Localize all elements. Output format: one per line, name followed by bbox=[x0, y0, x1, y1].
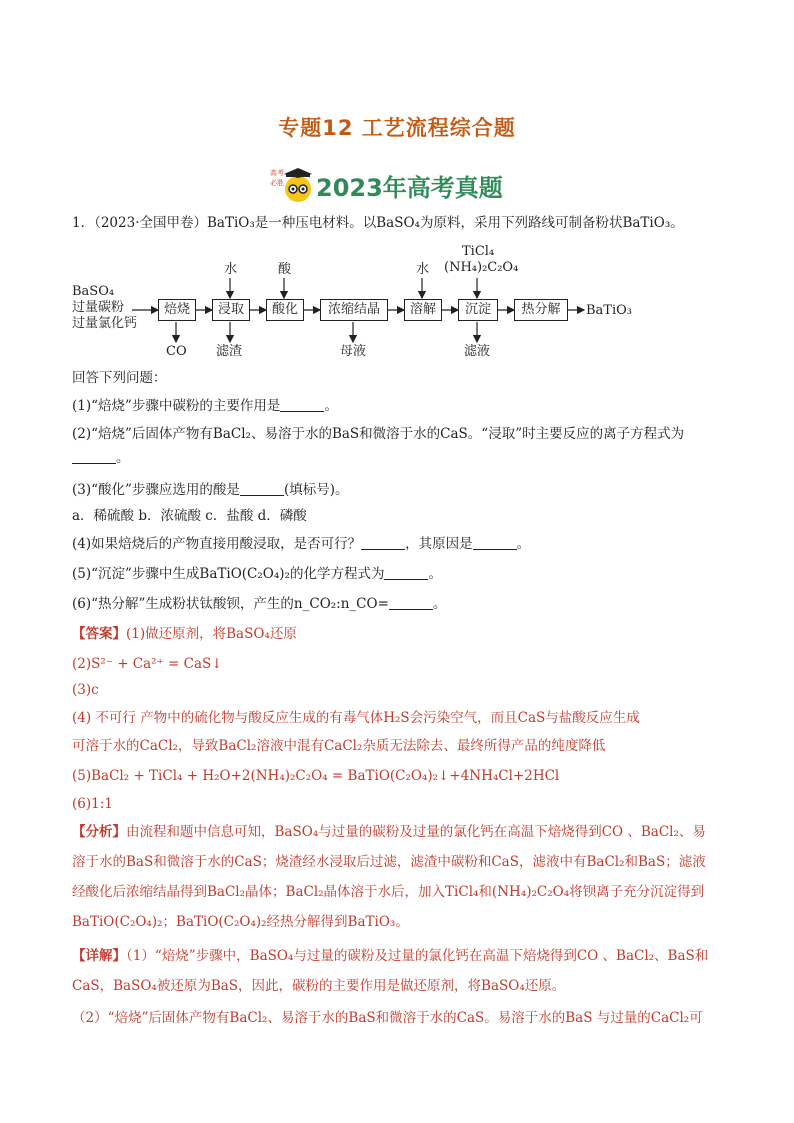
step-dissolve: 溶解 bbox=[404, 299, 442, 321]
step-leach: 浸取 bbox=[212, 299, 250, 321]
product-label: BaTiO₃ bbox=[586, 303, 633, 318]
above-precip-ticl4: TiCl₄ bbox=[462, 244, 495, 259]
answer-1: 【答案】(1)做还原剂，将BaSO₄还原 bbox=[72, 626, 297, 642]
detail-tag: 【详解】 bbox=[72, 948, 126, 964]
below-leach: 滤渣 bbox=[216, 344, 243, 359]
step-roast: 焙烧 bbox=[158, 299, 196, 321]
answer-6: (6)1:1 bbox=[72, 796, 113, 812]
answer-blank bbox=[384, 565, 428, 580]
detail-line-1: 【详解】（1）“焙烧”步骤中，BaSO₄与过量的碳粉及过量的氯化钙在高温下焙烧得到CO 、BaCl₂、BaS和 bbox=[72, 948, 709, 964]
answer-4-line-2: 可溶于水的CaCl₂，导致BaCl₂溶液中混有CaCl₂杂质无法除去、最终所得产品的纯度降低 bbox=[72, 738, 606, 754]
detail-line-3: （2）“焙烧”后固体产物有BaCl₂、易溶于水的BaS和微溶于水的CaS。易溶于水的BaS 与过量的CaCl₂可 bbox=[72, 1010, 703, 1026]
answer-5: (5)BaCl₂ + TiCl₄ + H₂O+2(NH₄)₂C₂O₄ = BaTiO(C₂O₄)₂↓+4NH₄Cl+2HCl bbox=[72, 768, 560, 784]
input-cacl2: 过量氯化钙 bbox=[72, 316, 138, 331]
owl-mascot-icon bbox=[268, 165, 312, 205]
banner-text: 2023年高考真题 bbox=[316, 173, 503, 202]
sub-question-3-options: a．稀硫酸 b．浓硫酸 c．盐酸 d．磷酸 bbox=[72, 508, 307, 524]
analysis-tag: 【分析】 bbox=[72, 824, 126, 840]
above-acidify: 酸 bbox=[278, 262, 292, 277]
below-roast: CO bbox=[166, 344, 187, 359]
banner bbox=[268, 165, 503, 205]
sub-question-1: (1)“焙烧”步骤中碳粉的主要作用是 。 bbox=[72, 398, 338, 414]
analysis-line-3: 经酸化后浓缩结晶得到BaCl₂晶体；BaCl₂晶体溶于水后，加入TiCl₄和(NH₄)₂C₂O₄将钡离子充分沉淀得到 bbox=[72, 884, 705, 900]
answer-3: (3)c bbox=[72, 682, 99, 698]
step-crystallize: 浓缩结晶 bbox=[320, 299, 388, 321]
answer-blank bbox=[72, 449, 116, 464]
sub-question-2: (2)“焙烧”后固体产物有BaCl₂、易溶于水的BaS和微溶于水的CaS。“浸取”时主要反应的离子方程式为 bbox=[72, 426, 685, 442]
prompt-text: 回答下列问题： bbox=[72, 370, 167, 386]
page-title: 专题12 工艺流程综合题 bbox=[278, 116, 516, 140]
answer-4-line-1: (4) 不可行 产物中的硫化物与酸反应生成的有毒气体H₂S会污染空气，而且CaS与盐酸反应生成 bbox=[72, 710, 640, 726]
analysis-line-2: 溶于水的BaS和微溶于水的CaS；烧渣经水浸取后过滤，滤渣中碳粉和CaS，滤液中有BaCl₂和BaS；滤液 bbox=[72, 854, 706, 870]
analysis-line-4: BaTiO(C₂O₄)₂；BaTiO(C₂O₄)₂经热分解得到BaTiO₃。 bbox=[72, 914, 409, 930]
sub-question-6: (6)“热分解”生成粉状钛酸钡，产生的n_CO₂:n_CO= 。 bbox=[72, 596, 447, 612]
sub-question-2-blank: 。 bbox=[72, 448, 130, 468]
answer-tag: 【答案】 bbox=[72, 626, 126, 642]
step-precipitate: 沉淀 bbox=[458, 299, 498, 321]
svg-text:必胜: 必胜 bbox=[270, 179, 284, 187]
step-acidify: 酸化 bbox=[266, 299, 304, 321]
answer-2: (2)S²⁻ + Ca²⁺ = CaS↓ bbox=[72, 656, 223, 672]
svg-text:高考: 高考 bbox=[270, 169, 284, 177]
answer-blank bbox=[280, 397, 324, 412]
above-precip-oxalate: (NH₄)₂C₂O₄ bbox=[444, 260, 519, 275]
below-precip: 滤液 bbox=[464, 344, 491, 359]
answer-blank bbox=[473, 535, 517, 550]
input-baso4: BaSO₄ bbox=[72, 284, 115, 299]
process-flow-diagram bbox=[66, 238, 666, 363]
below-crystal: 母液 bbox=[340, 344, 367, 359]
sub-question-4: (4)如果焙烧后的产物直接用酸浸取，是否可行？ ，其原因是 。 bbox=[72, 536, 531, 552]
sub-question-5: (5)“沉淀”步骤中生成BaTiO(C₂O₄)₂的化学方程式为 。 bbox=[72, 566, 442, 582]
step-decompose: 热分解 bbox=[514, 299, 568, 321]
detail-line-2: CaS，BaSO₄被还原为BaS，因此，碳粉的主要作用是做还原剂，将BaSO₄还原。 bbox=[72, 978, 566, 994]
question-stem: 1．（2023·全国甲卷）BaTiO₃是一种压电材料。以BaSO₄为原料，采用下列路线可制备粉状BaTiO₃。 bbox=[72, 215, 684, 231]
above-dissolve: 水 bbox=[416, 262, 430, 277]
analysis-line-1: 【分析】由流程和题中信息可知，BaSO₄与过量的碳粉及过量的氯化钙在高温下焙烧得到CO 、BaCl₂、易 bbox=[72, 824, 706, 840]
sub-question-3: (3)“酸化”步骤应选用的酸是 (填标号)。 bbox=[72, 482, 349, 498]
answer-blank bbox=[361, 535, 405, 550]
input-carbon: 过量碳粉 bbox=[72, 300, 125, 315]
above-leach: 水 bbox=[224, 262, 238, 277]
answer-blank bbox=[389, 595, 433, 610]
answer-blank bbox=[240, 481, 284, 496]
